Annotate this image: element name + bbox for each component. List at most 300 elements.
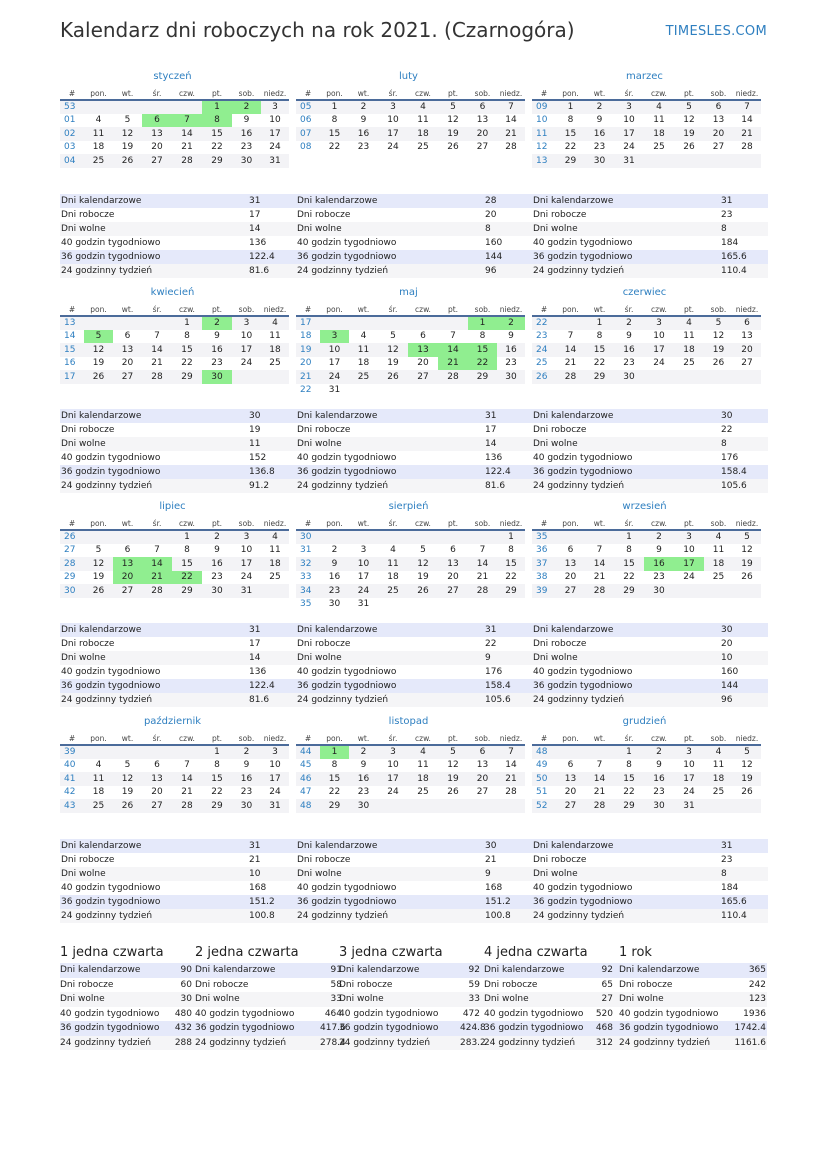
stat-label: Dni robocze bbox=[297, 210, 351, 220]
day-cell: 2 bbox=[202, 316, 232, 330]
day-cell: 27 bbox=[142, 799, 172, 813]
summary-row bbox=[619, 1021, 766, 1036]
stat-label: Dni kalendarzowe bbox=[61, 411, 142, 421]
page-title: Kalendarz dni roboczych na rok 2021. (Czarnogóra) bbox=[60, 18, 575, 42]
day-cell: 14 bbox=[142, 343, 172, 357]
day-cell: 11 bbox=[712, 545, 725, 556]
month-stats bbox=[532, 409, 768, 493]
summary-row bbox=[339, 1036, 486, 1051]
summary-value: 283.2 bbox=[460, 1037, 486, 1048]
day-cell: 19 bbox=[387, 358, 399, 369]
month-calendar bbox=[60, 286, 285, 384]
stat-label: Dni wolne bbox=[297, 653, 342, 663]
day-cell: 31 bbox=[614, 154, 644, 168]
stat-value: 8 bbox=[485, 224, 491, 234]
week-number: 32 bbox=[296, 557, 320, 571]
day-cell bbox=[349, 384, 378, 398]
day-cell bbox=[497, 598, 525, 612]
summary-row bbox=[60, 1021, 192, 1036]
week-row bbox=[532, 745, 761, 759]
day-cell: 22 bbox=[564, 142, 577, 153]
day-cell bbox=[704, 154, 733, 168]
stat-row bbox=[532, 909, 768, 923]
stat-row bbox=[296, 623, 532, 637]
day-cell: 21 bbox=[564, 358, 577, 369]
day-cell: 5 bbox=[674, 100, 704, 114]
stat-label: Dni wolne bbox=[61, 869, 106, 879]
week-number: 26 bbox=[532, 370, 556, 384]
week-row bbox=[532, 154, 761, 168]
day-cell: 13 bbox=[142, 772, 172, 786]
day-cell: 12 bbox=[741, 545, 753, 556]
month-stats bbox=[532, 839, 768, 923]
week-row bbox=[532, 799, 761, 813]
day-cell: 8 bbox=[596, 331, 603, 342]
summary-row bbox=[619, 1007, 766, 1022]
summary-title: 2 jedna czwarta bbox=[195, 945, 299, 960]
day-cell bbox=[84, 316, 113, 330]
month-stats bbox=[60, 623, 296, 707]
day-cell: 2 bbox=[202, 530, 232, 544]
month-stats bbox=[296, 409, 532, 493]
week-row bbox=[296, 745, 525, 759]
day-cell: 26 bbox=[84, 370, 113, 384]
summary-label: Dni kalendarzowe bbox=[60, 965, 141, 975]
summary-value: 60 bbox=[180, 979, 192, 990]
day-cell bbox=[438, 530, 468, 544]
day-cell: 27 bbox=[476, 787, 489, 798]
summary-label: Dni robocze bbox=[619, 979, 673, 990]
day-cell: 9 bbox=[360, 115, 367, 126]
weekday-label: czw. bbox=[172, 303, 202, 316]
month-table bbox=[60, 517, 289, 598]
day-cell: 23 bbox=[240, 787, 253, 798]
week-number: 43 bbox=[60, 799, 84, 813]
week-number: 14 bbox=[64, 331, 76, 342]
stat-row bbox=[296, 881, 532, 895]
day-cell: 19 bbox=[438, 772, 468, 786]
day-cell: 16 bbox=[349, 127, 378, 141]
stat-label: 36 godzin tygodniowo bbox=[61, 252, 161, 262]
day-cell: 28 bbox=[438, 370, 468, 384]
day-cell: 30 bbox=[328, 599, 341, 610]
summary-label: 36 godzin tygodniowo bbox=[60, 1023, 160, 1033]
stat-value: 158.4 bbox=[485, 681, 511, 691]
week-row bbox=[532, 357, 761, 371]
stat-value: 110.4 bbox=[721, 266, 747, 276]
weekday-label: # bbox=[296, 87, 320, 100]
day-cell bbox=[497, 384, 525, 398]
day-cell: 26 bbox=[741, 572, 753, 583]
day-cell: 7 bbox=[497, 745, 525, 759]
month-name: sierpień bbox=[388, 501, 429, 512]
summary-label: Dni kalendarzowe bbox=[484, 965, 565, 975]
summary-label: Dni kalendarzowe bbox=[195, 965, 276, 975]
day-cell: 9 bbox=[360, 760, 367, 771]
day-cell: 14 bbox=[172, 772, 202, 786]
day-cell: 16 bbox=[585, 127, 614, 141]
weekday-label: # bbox=[60, 732, 84, 745]
day-cell: 4 bbox=[674, 316, 704, 330]
day-cell: 25 bbox=[653, 142, 665, 153]
week-row bbox=[296, 786, 525, 800]
stat-label: 36 godzin tygodniowo bbox=[297, 252, 397, 262]
day-cell: 17 bbox=[232, 557, 261, 571]
day-cell: 28 bbox=[142, 370, 172, 384]
month-calendar bbox=[60, 70, 285, 168]
weekday-label: # bbox=[60, 303, 84, 316]
summary-label: 40 godzin tygodniowo bbox=[339, 1008, 439, 1019]
stat-label: 24 godzinny tydzień bbox=[297, 695, 389, 705]
day-cell: 6 bbox=[468, 100, 497, 114]
day-cell: 12 bbox=[683, 115, 695, 126]
day-cell: 24 bbox=[683, 787, 695, 798]
day-cell: 10 bbox=[623, 115, 635, 126]
day-cell: 23 bbox=[623, 358, 635, 369]
day-cell: 11 bbox=[417, 115, 429, 126]
day-cell: 16 bbox=[497, 343, 525, 357]
stat-label: Dni wolne bbox=[297, 869, 342, 879]
weekday-label: śr. bbox=[142, 87, 172, 100]
stat-label: 40 godzin tygodniowo bbox=[297, 883, 397, 893]
day-cell: 2 bbox=[644, 745, 674, 759]
day-cell: 13 bbox=[476, 115, 489, 126]
day-cell: 15 bbox=[172, 343, 202, 357]
day-cell: 21 bbox=[593, 787, 606, 798]
weekday-label: # bbox=[296, 517, 320, 530]
weekday-header bbox=[296, 517, 525, 530]
day-cell: 4 bbox=[704, 530, 733, 544]
stat-label: Dni wolne bbox=[297, 224, 342, 234]
weekday-label: pt. bbox=[438, 87, 468, 100]
stat-value: 9 bbox=[485, 869, 491, 879]
day-cell: 16 bbox=[232, 772, 261, 786]
summary-label: 36 godzin tygodniowo bbox=[339, 1023, 439, 1033]
summary-rows bbox=[195, 963, 346, 1050]
day-cell: 3 bbox=[320, 330, 349, 344]
stat-value: 100.8 bbox=[249, 911, 275, 921]
day-cell: 24 bbox=[320, 370, 349, 384]
summary-label: 24 godzinny tydzień bbox=[619, 1037, 711, 1048]
day-cell: 19 bbox=[733, 557, 761, 571]
stat-value: 20 bbox=[721, 639, 733, 649]
stat-label: Dni robocze bbox=[297, 855, 351, 865]
day-cell: 4 bbox=[408, 745, 438, 759]
day-cell: 24 bbox=[653, 358, 665, 369]
week-row bbox=[296, 357, 525, 371]
day-cell: 1 bbox=[497, 530, 525, 544]
stat-label: 40 godzin tygodniowo bbox=[61, 453, 161, 463]
stat-label: 40 godzin tygodniowo bbox=[61, 883, 161, 893]
day-cell: 29 bbox=[172, 584, 202, 598]
week-number: 03 bbox=[64, 142, 76, 153]
day-cell: 5 bbox=[438, 100, 468, 114]
weekday-label: czw. bbox=[408, 303, 438, 316]
summary-value: 1161.6 bbox=[734, 1037, 766, 1048]
day-cell: 2 bbox=[349, 100, 378, 114]
day-cell bbox=[142, 745, 172, 759]
weekday-header bbox=[60, 87, 289, 100]
day-cell: 16 bbox=[328, 572, 341, 583]
week-row bbox=[60, 745, 289, 759]
stat-row bbox=[60, 423, 296, 437]
summary-label: 40 godzin tygodniowo bbox=[619, 1008, 719, 1019]
stat-label: Dni wolne bbox=[533, 653, 578, 663]
day-cell: 20 bbox=[564, 572, 577, 583]
month-name: luty bbox=[399, 71, 418, 82]
day-cell: 27 bbox=[142, 154, 172, 168]
day-cell: 7 bbox=[733, 100, 761, 114]
summary-label: Dni robocze bbox=[339, 979, 393, 990]
day-cell: 14 bbox=[556, 343, 585, 357]
week-row bbox=[296, 759, 525, 773]
day-cell: 1 bbox=[202, 745, 232, 759]
weekday-label: pt. bbox=[438, 303, 468, 316]
week-row bbox=[60, 571, 289, 585]
stat-label: 40 godzin tygodniowo bbox=[533, 453, 633, 463]
day-cell bbox=[733, 799, 761, 813]
day-cell: 2 bbox=[614, 316, 644, 330]
day-cell: 27 bbox=[741, 358, 753, 369]
day-cell: 4 bbox=[261, 530, 289, 544]
day-cell bbox=[674, 584, 704, 598]
day-cell: 3 bbox=[261, 100, 289, 114]
day-cell: 25 bbox=[712, 787, 725, 798]
week-number: 22 bbox=[300, 385, 312, 396]
week-number: 40 bbox=[64, 760, 76, 771]
summary-label: 24 godzinny tydzień bbox=[339, 1037, 431, 1048]
day-cell: 21 bbox=[438, 357, 468, 371]
day-cell: 9 bbox=[656, 760, 662, 771]
day-cell: 15 bbox=[585, 343, 614, 357]
day-cell: 19 bbox=[704, 343, 733, 357]
day-cell: 23 bbox=[357, 787, 370, 798]
stat-value: 176 bbox=[721, 453, 739, 463]
day-cell bbox=[468, 598, 497, 612]
stat-row bbox=[296, 236, 532, 250]
brand-link[interactable]: TIMESLES.COM bbox=[665, 24, 767, 39]
day-cell: 24 bbox=[623, 142, 635, 153]
day-cell: 1 bbox=[585, 316, 614, 330]
summary-label: 36 godzin tygodniowo bbox=[195, 1023, 295, 1033]
summary-block bbox=[619, 944, 766, 1050]
day-cell: 18 bbox=[644, 127, 674, 141]
stat-value: 96 bbox=[721, 695, 733, 705]
stat-label: 36 godzin tygodniowo bbox=[297, 681, 397, 691]
summary-row bbox=[484, 992, 613, 1007]
day-cell: 11 bbox=[712, 760, 725, 771]
weekday-label: sob. bbox=[468, 732, 497, 745]
month-calendar bbox=[60, 500, 285, 598]
day-cell: 21 bbox=[181, 142, 193, 153]
weekday-label: niedz. bbox=[733, 87, 761, 100]
weekday-label: sob. bbox=[232, 732, 261, 745]
weekday-label: wt. bbox=[349, 732, 378, 745]
stat-value: 122.4 bbox=[485, 467, 511, 477]
day-cell: 10 bbox=[653, 331, 665, 342]
weekday-label: pon. bbox=[556, 732, 585, 745]
week-number: 33 bbox=[300, 572, 312, 583]
week-number: 18 bbox=[300, 331, 312, 342]
stat-value: 30 bbox=[485, 841, 497, 851]
stat-row bbox=[532, 250, 768, 264]
day-cell: 10 bbox=[683, 545, 695, 556]
summary-value: 30 bbox=[180, 994, 192, 1004]
stat-label: 24 godzinny tydzień bbox=[533, 266, 625, 276]
weekday-header bbox=[296, 732, 525, 745]
day-cell: 13 bbox=[712, 115, 725, 126]
day-cell: 15 bbox=[614, 557, 644, 571]
stat-label: Dni robocze bbox=[533, 855, 587, 865]
day-cell: 29 bbox=[614, 584, 644, 598]
week-row bbox=[296, 530, 525, 544]
day-cell bbox=[408, 384, 438, 398]
day-cell: 17 bbox=[328, 358, 341, 369]
stat-value: 22 bbox=[485, 639, 497, 649]
stat-value: 105.6 bbox=[721, 481, 747, 491]
weekday-header bbox=[60, 517, 289, 530]
day-cell: 31 bbox=[357, 599, 370, 610]
day-cell: 2 bbox=[585, 100, 614, 114]
stat-value: 30 bbox=[721, 625, 733, 635]
day-cell: 25 bbox=[349, 370, 378, 384]
day-cell: 14 bbox=[172, 127, 202, 141]
stat-row bbox=[60, 839, 296, 853]
summary-row bbox=[195, 1036, 346, 1051]
weekday-label: pt. bbox=[202, 517, 232, 530]
stat-row bbox=[296, 479, 532, 493]
day-cell: 9 bbox=[626, 331, 632, 342]
week-number: 52 bbox=[532, 799, 556, 813]
stat-value: 176 bbox=[485, 667, 503, 677]
stat-row bbox=[60, 222, 296, 236]
day-cell: 28 bbox=[556, 370, 585, 384]
day-cell: 16 bbox=[202, 557, 232, 571]
stat-value: 31 bbox=[721, 196, 733, 206]
weekday-label: wt. bbox=[349, 87, 378, 100]
summary-row bbox=[195, 1021, 346, 1036]
summary-row bbox=[484, 963, 613, 978]
stat-value: 81.6 bbox=[485, 481, 506, 491]
summary-value: 90 bbox=[180, 965, 192, 975]
stat-label: Dni kalendarzowe bbox=[61, 196, 142, 206]
day-cell bbox=[172, 745, 202, 759]
stat-row bbox=[296, 839, 532, 853]
day-cell: 18 bbox=[261, 343, 289, 357]
week-number: 27 bbox=[64, 545, 76, 556]
summary-row bbox=[60, 963, 192, 978]
weekday-label: sob. bbox=[704, 732, 733, 745]
summary-block bbox=[339, 944, 486, 1050]
month-table bbox=[532, 303, 761, 384]
day-cell: 1 bbox=[172, 316, 202, 330]
day-cell: 7 bbox=[596, 760, 603, 771]
day-cell: 17 bbox=[378, 127, 408, 141]
day-cell: 16 bbox=[202, 343, 232, 357]
weekday-label: sob. bbox=[468, 87, 497, 100]
stat-value: 17 bbox=[485, 425, 497, 435]
day-cell: 20 bbox=[121, 358, 134, 369]
stat-label: Dni kalendarzowe bbox=[533, 841, 614, 851]
summary-row bbox=[484, 1036, 613, 1051]
day-cell bbox=[378, 598, 408, 612]
weekday-label: pon. bbox=[320, 303, 349, 316]
day-cell: 26 bbox=[113, 799, 142, 813]
weekday-label: pon. bbox=[556, 303, 585, 316]
day-cell: 26 bbox=[447, 142, 459, 153]
week-row bbox=[296, 384, 525, 398]
day-cell: 26 bbox=[408, 584, 438, 598]
summary-row bbox=[619, 978, 766, 993]
stat-row bbox=[532, 693, 768, 707]
summary-value: 1936 bbox=[743, 1008, 766, 1019]
day-cell: 30 bbox=[614, 370, 644, 384]
day-cell: 31 bbox=[674, 799, 704, 813]
day-cell bbox=[261, 370, 289, 384]
day-cell bbox=[378, 316, 408, 330]
day-cell bbox=[408, 799, 438, 813]
month-name: grudzień bbox=[622, 716, 667, 727]
stat-value: 136 bbox=[249, 667, 267, 677]
summary-row bbox=[195, 992, 342, 1007]
day-cell bbox=[378, 384, 408, 398]
day-cell: 29 bbox=[202, 154, 232, 168]
day-cell: 22 bbox=[181, 358, 193, 369]
stat-row bbox=[532, 194, 768, 208]
weekday-label: pt. bbox=[438, 732, 468, 745]
summary-title: 4 jedna czwarta bbox=[484, 945, 588, 960]
stat-row bbox=[296, 222, 532, 236]
stat-row bbox=[296, 637, 532, 651]
day-cell: 21 bbox=[593, 572, 606, 583]
week-number: 30 bbox=[296, 530, 320, 544]
stat-row bbox=[60, 479, 296, 493]
stat-row bbox=[296, 909, 532, 923]
stat-row bbox=[60, 853, 296, 867]
weekday-label: śr. bbox=[614, 303, 644, 316]
week-number: 46 bbox=[296, 772, 320, 786]
stat-value: 152 bbox=[249, 453, 267, 463]
day-cell: 15 bbox=[468, 343, 497, 357]
summary-value: 278.4 bbox=[320, 1037, 346, 1048]
month-stats bbox=[532, 194, 768, 278]
day-cell bbox=[84, 100, 113, 114]
day-cell: 31 bbox=[232, 584, 261, 598]
day-cell: 1 bbox=[614, 745, 644, 759]
day-cell: 8 bbox=[331, 760, 338, 771]
day-cell: 13 bbox=[556, 772, 585, 786]
weekday-label: pon. bbox=[84, 517, 113, 530]
stat-value: 30 bbox=[249, 411, 261, 421]
stat-label: Dni wolne bbox=[297, 439, 342, 449]
day-cell bbox=[556, 316, 585, 330]
day-cell: 7 bbox=[567, 331, 574, 342]
summary-label: Dni robocze bbox=[484, 979, 538, 990]
day-cell bbox=[438, 384, 468, 398]
day-cell: 24 bbox=[269, 787, 281, 798]
day-cell bbox=[113, 745, 142, 759]
day-cell: 1 bbox=[172, 530, 202, 544]
day-cell: 8 bbox=[184, 545, 190, 556]
day-cell: 21 bbox=[476, 572, 489, 583]
weekday-header bbox=[532, 732, 761, 745]
weekday-label: pt. bbox=[674, 732, 704, 745]
day-cell: 12 bbox=[113, 772, 142, 786]
week-row bbox=[532, 786, 761, 800]
stat-label: 36 godzin tygodniowo bbox=[297, 897, 397, 907]
day-cell: 21 bbox=[151, 358, 163, 369]
week-row bbox=[60, 330, 289, 344]
